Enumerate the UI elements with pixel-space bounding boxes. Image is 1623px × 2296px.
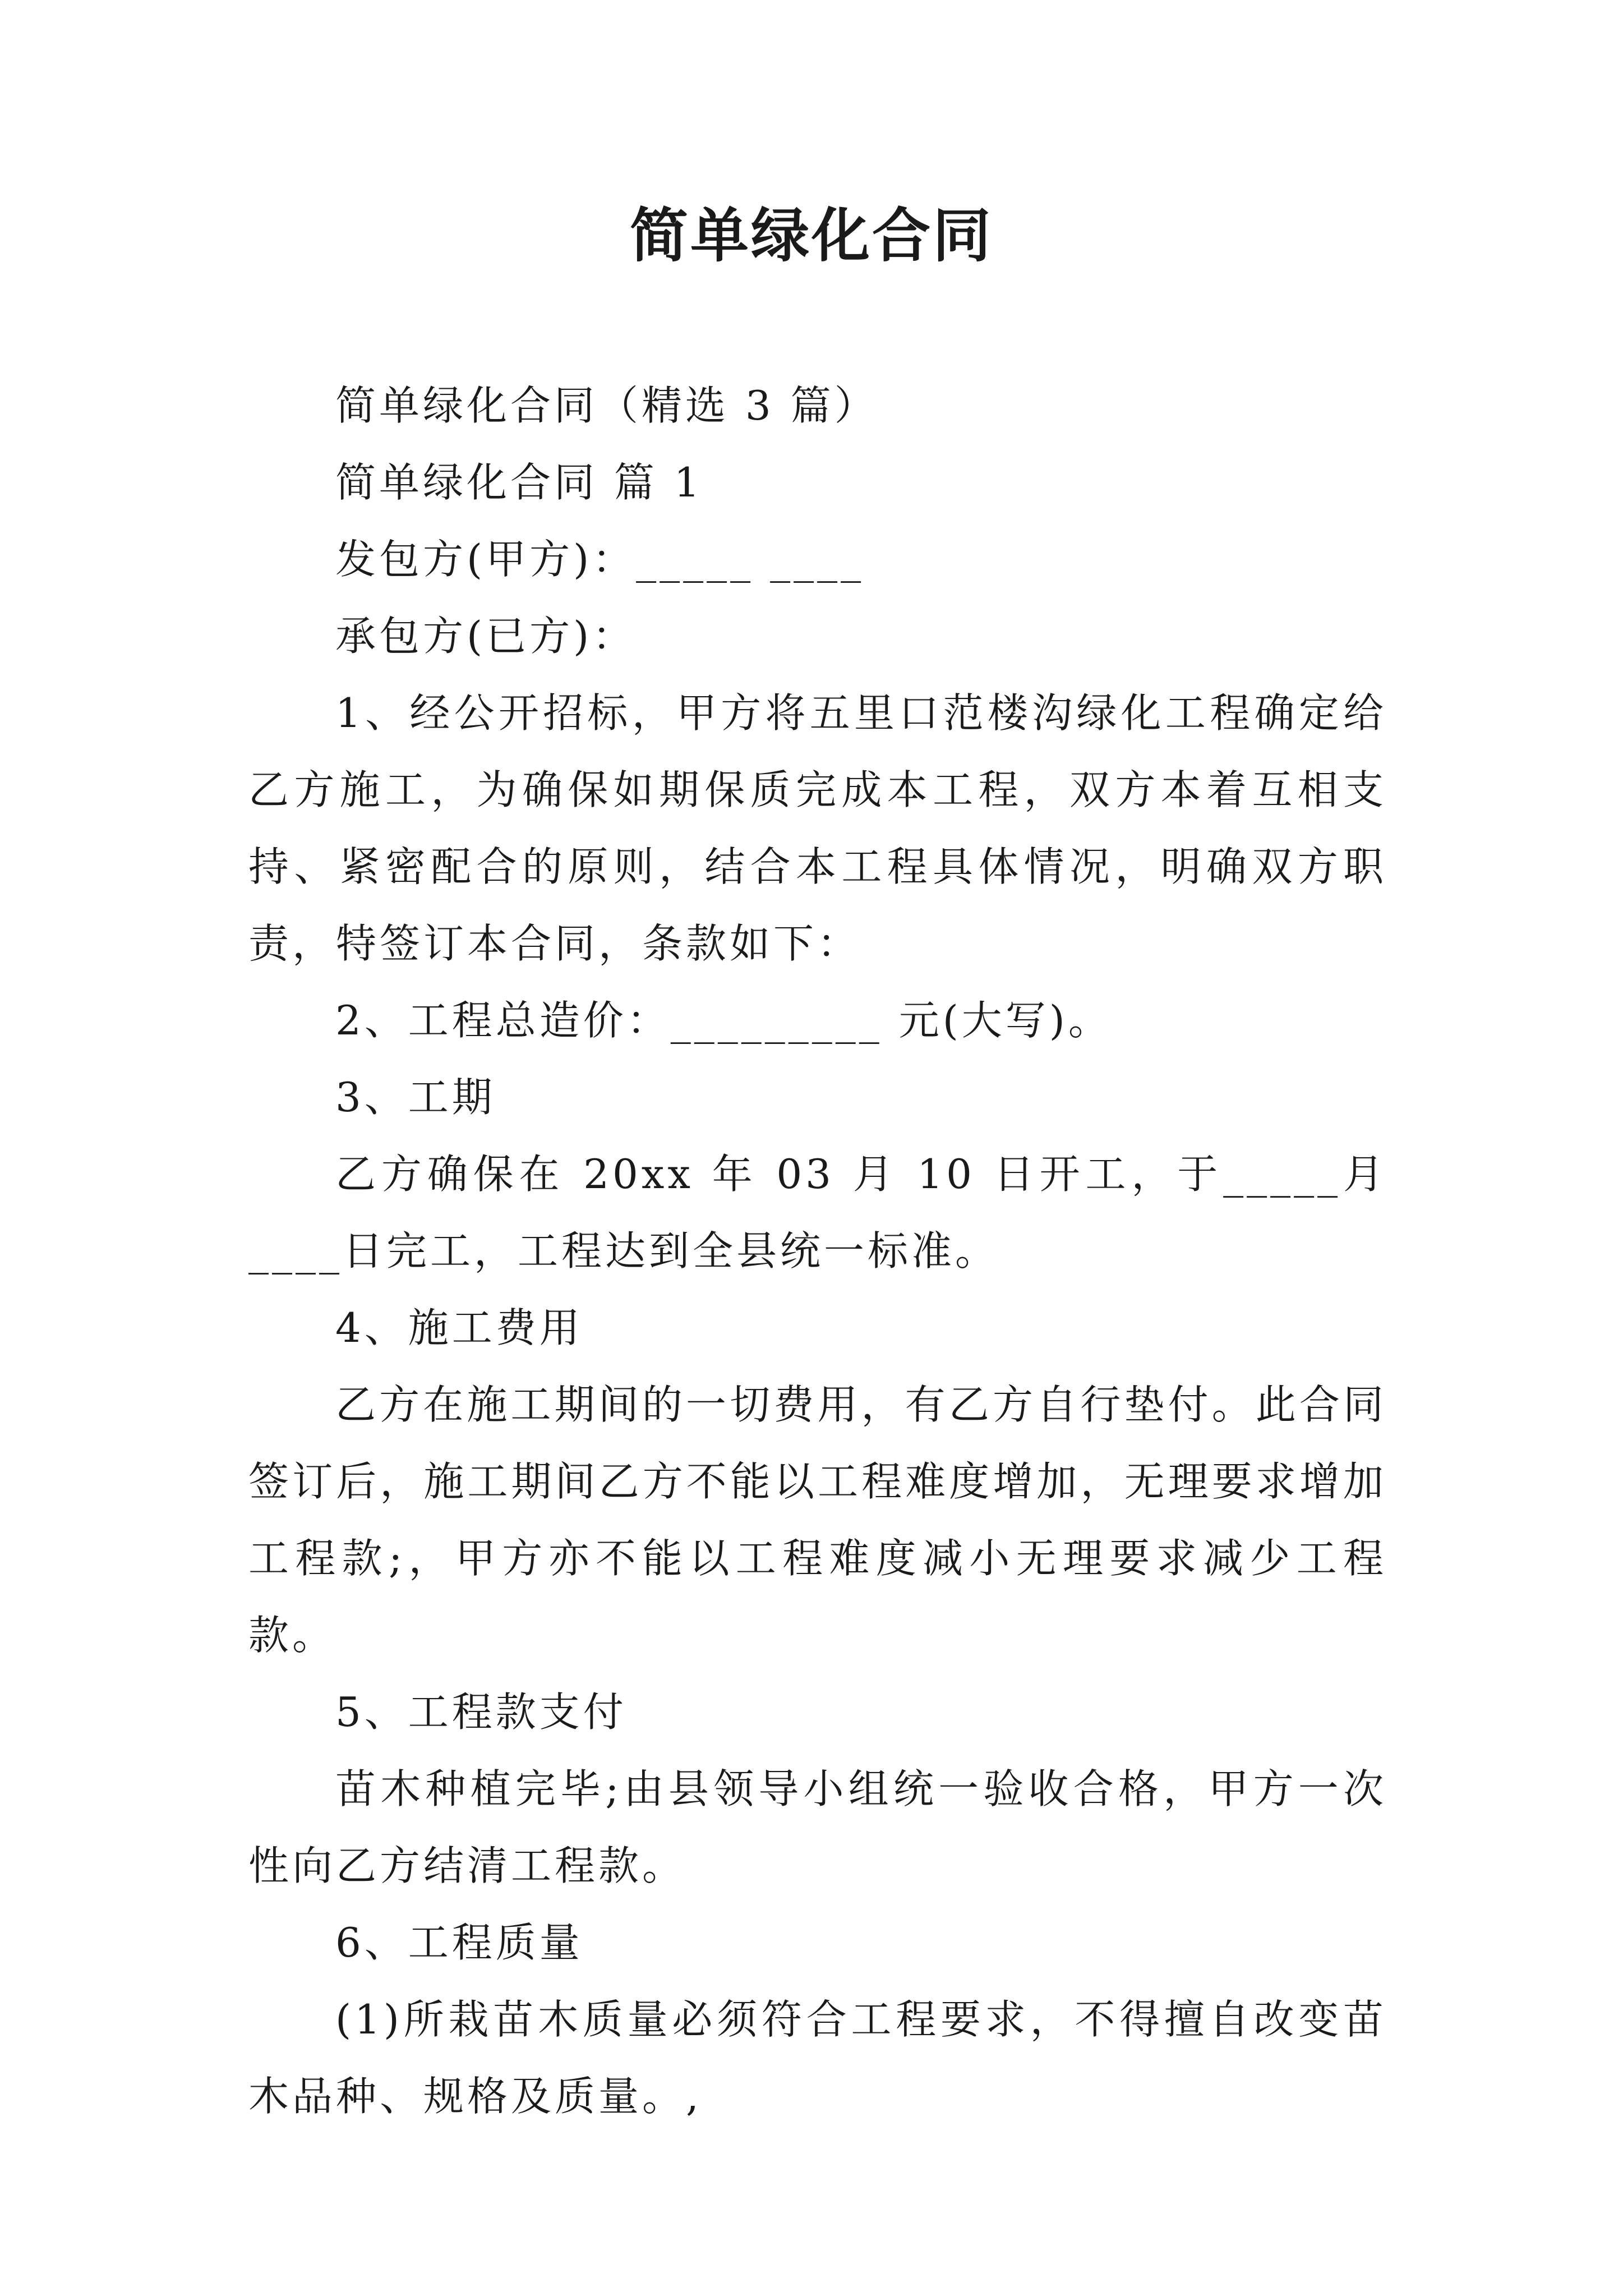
clause-3-heading: 3、工期 xyxy=(335,1074,496,1121)
clause-2-paragraph: 2、工程总造价：_________ 元(大写)。 xyxy=(335,997,1112,1044)
party-a-line: 发包方(甲方)：_____ ____ xyxy=(335,536,865,583)
clause-4-paragraph: 乙方在施工期间的一切费用，有乙方自行垫付。此合同签订后，施工期间乙方不能以工程难度增加，无理要求增加工程款;，甲方亦不能以工程难度减小无理要求减少工程款。 xyxy=(248,1381,1387,1659)
clause-4-heading: 4、施工费用 xyxy=(335,1304,583,1351)
clause-3-paragraph: 乙方确保在 20xx 年 03 月 10 日开工，于_____月____日完工，工程达到全县统一标准。 xyxy=(248,1151,1387,1274)
clause-6-heading: 6、工程质量 xyxy=(335,1919,583,1966)
document-title: 简单绿化合同 xyxy=(629,201,993,270)
clause-5-heading: 5、工程款支付 xyxy=(335,1688,627,1736)
section-heading-part-1: 简单绿化合同 篇 1 xyxy=(335,459,703,506)
clause-6-item-1: (1)所栽苗木质量必须符合工程要求，不得擅自改变苗木品种、规格及质量。, xyxy=(248,1996,1387,2120)
clause-5-paragraph: 苗木种植完毕;由县领导小组统一验收合格，甲方一次性向乙方结清工程款。 xyxy=(248,1765,1387,1889)
clause-1-paragraph: 1、经公开招标，甲方将五里口范楼沟绿化工程确定给乙方施工，为确保如期保质完成本工程，双方本着互相支持、紧密配合的原则，结合本工程具体情况，明确双方职责，特签订本合同，条款如下： xyxy=(248,689,1387,967)
document-body xyxy=(248,367,1387,2135)
subtitle-paragraph: 简单绿化合同（精选 3 篇） xyxy=(335,382,878,429)
party-b-line: 承包方(已方)： xyxy=(335,613,637,660)
